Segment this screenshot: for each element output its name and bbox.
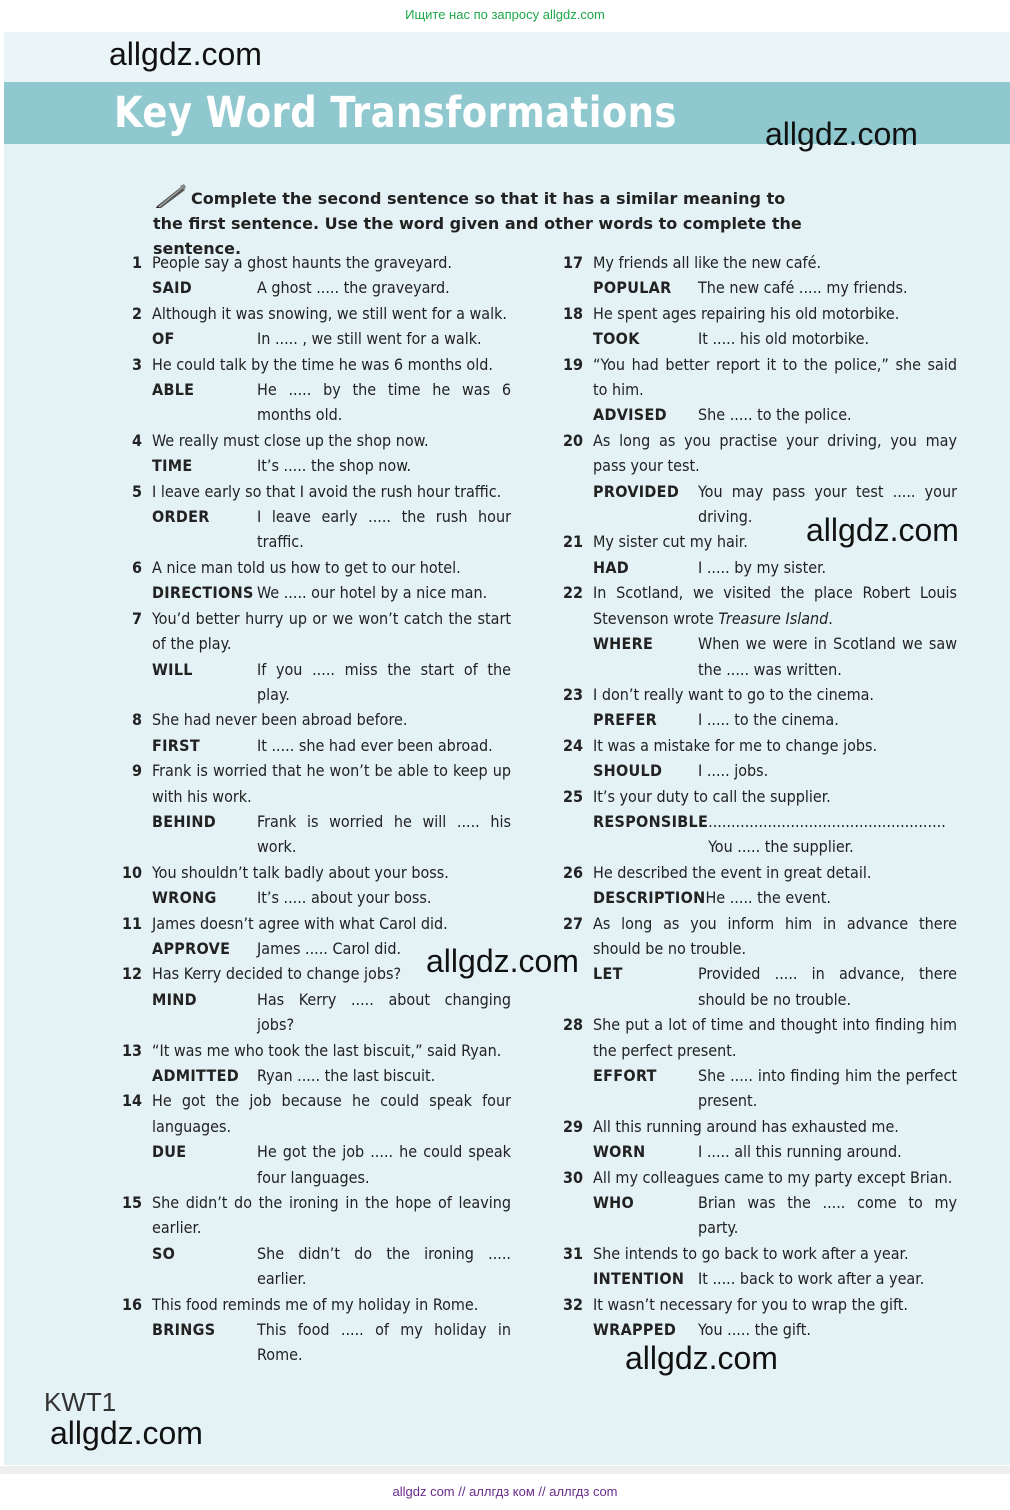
exercise-item [116,1088,511,1190]
answer-sentence: This food ..... of my holiday in Rome. [257,1320,511,1365]
key-word: WHO [593,1193,635,1213]
original-sentence: We really must close up the shop now. [152,430,429,450]
key-word: RESPONSIBLE [593,811,709,831]
instructions-text: Complete the second sentence so that it has a similar meaning to the first sentence. Use the word given and other words to complete the sentence. [153,189,802,258]
answer-sentence: He ..... by the time he was 6 months old. [257,380,511,425]
sentence-part: . [828,608,833,628]
answer-sentence: You may pass your test ..... your driving. [698,481,957,527]
key-word: WRONG [152,888,217,908]
exercise-item [557,733,957,784]
transformation-row [152,809,511,860]
key-word: MIND [152,989,197,1009]
watermark-text: allgdz.com [806,512,959,548]
key-word: SHOULD [593,761,663,781]
exercise-item [116,555,511,606]
original-sentence: People say a ghost haunts the graveyard. [152,253,452,272]
original-sentence: Has Kerry decided to change jobs? [152,964,402,984]
key-word: SAID [152,278,193,298]
transformation-row [593,1317,957,1342]
transformation-row [593,809,957,860]
key-word: WILL [152,659,193,679]
original-sentence: He got the job because he could speak four languages. [152,1091,511,1136]
item-number: 24 [562,735,583,755]
key-word: SO [152,1243,176,1263]
left-column [116,250,511,1368]
item-number: 32 [562,1294,583,1314]
watermark-text: allgdz.com [426,943,579,979]
item-number: 8 [131,710,142,730]
transformation-row [152,885,511,910]
exercise-item [116,428,511,479]
answer-sentence: She ..... to the police. [698,405,852,425]
item-number: 13 [121,1040,142,1060]
answer-sentence: It ..... his old motorbike. [698,329,870,349]
key-word: ABLE [152,380,195,400]
answer-sentence: She ..... into finding him the perfect present. [698,1066,957,1111]
item-number: 25 [562,786,583,806]
answer-sentence: Frank is worried he will ..... his work. [257,811,511,857]
transformation-row [593,1063,957,1114]
key-word: APPROVE [152,938,231,958]
key-word: INTENTION [593,1269,685,1289]
transformation-row [593,402,957,427]
answer-sentence: In ..... , we still went for a walk. [257,329,482,349]
sentence-part: In Scotland, we visited the place Robert Louis Stevenson wrote [593,583,957,628]
exercise-item [557,1114,957,1165]
transformation-row [593,707,957,732]
watermark-text: allgdz.com [625,1340,778,1376]
answer-sentence: Ryan ..... the last biscuit. [257,1066,436,1085]
answer-sentence: I ..... by my sister. [698,557,827,577]
exercise-item [116,301,511,352]
item-number: 6 [131,557,142,577]
item-number: 20 [562,430,583,450]
exercise-item [116,250,511,301]
exercise-item [116,707,511,758]
key-word: TIME [152,456,193,476]
original-sentence: James doesn’t agree with what Carol did. [152,913,448,933]
key-word: TOOK [593,329,640,349]
exercise-item [116,352,511,428]
key-word: WRAPPED [593,1320,677,1340]
exercise-item [557,1241,957,1292]
right-column [557,250,957,1342]
transformation-row [152,1241,511,1292]
key-word: FIRST [152,735,200,755]
exercise-item [557,352,957,428]
original-sentence: All my colleagues came to my party except Brian. [593,1167,953,1187]
original-sentence: My sister cut my hair. [593,532,748,552]
transformation-row [593,555,957,580]
item-number: 12 [121,964,142,984]
original-sentence: She intends to go back to work after a year. [593,1243,909,1263]
original-sentence: All this running around has exhausted me. [593,1116,899,1136]
answer-sentence: I ..... jobs. [698,761,769,781]
transformation-row [152,1063,511,1088]
item-number: 26 [562,862,583,882]
item-number: 23 [562,684,583,704]
original-sentence: This food reminds me of my holiday in Rome. [152,1294,479,1314]
key-word: PREFER [593,710,658,730]
answer-sentence: Has Kerry ..... about changing jobs? [257,989,511,1035]
answer-sentence: It ..... back to work after a year. [698,1269,925,1289]
transformation-row [152,326,511,351]
transformation-row [593,1266,957,1291]
key-word: POPULAR [593,278,672,298]
item-number: 14 [121,1091,142,1111]
item-number: 29 [562,1116,583,1136]
original-sentence [593,580,957,631]
item-number: 16 [121,1294,142,1314]
watermark-text: allgdz.com [109,36,262,72]
answer-sentence [708,809,957,860]
transformation-row [593,1139,957,1164]
worksheet-page [4,32,1010,1465]
transformation-row [152,733,511,758]
key-word: EFFORT [593,1066,657,1085]
bottom-divider [0,1466,1010,1474]
original-sentence: She put a lot of time and thought into finding him the perfect present. [593,1015,957,1060]
transformation-row [593,961,957,1012]
answer-sentence: If you ..... miss the start of the play. [257,659,511,704]
key-word: WORN [593,1142,646,1162]
transformation-row [152,1317,511,1368]
key-word: OF [152,329,175,349]
item-number: 5 [131,481,142,501]
original-sentence: It’s your duty to call the supplier. [593,786,831,806]
bottom-links[interactable]: allgdz com // аллгдз ком // аллгдз com [392,1484,618,1499]
original-sentence: Frank is worried that he won’t be able to keep up with his work. [152,761,511,806]
item-number: 2 [131,303,142,323]
exercise-item [557,784,957,860]
item-number: 31 [562,1243,583,1263]
answer-sentence: The new café ..... my friends. [698,278,908,298]
transformation-row [593,631,957,682]
key-word: DUE [152,1142,187,1162]
transformation-row [593,758,957,783]
exercise-item [116,1292,511,1368]
answer-sentence: A ghost ..... the graveyard. [257,278,450,298]
answer-sentence: I leave early ..... the rush hour traffic. [257,507,511,552]
answer-sentence: Brian was the ..... come to my party. [698,1193,957,1238]
answer-text: You ..... the supplier. [708,837,854,857]
original-sentence: “You had better report it to the police,” she said to him. [593,354,957,400]
item-number: 22 [562,583,583,603]
answer-sentence: When we were in Scotland we saw the ..... was written. [698,634,957,679]
exercise-item [116,860,511,911]
item-number: 1 [131,253,142,272]
exercise-item [557,1292,957,1343]
transformation-row [152,987,511,1038]
item-number: 19 [562,354,583,374]
original-sentence: She didn’t do the ironing in the hope of leaving earlier. [152,1193,511,1238]
exercise-item [116,1038,511,1089]
item-number: 21 [562,532,583,552]
original-sentence: You’d better hurry up or we won’t catch the start of the play. [152,608,511,654]
original-sentence: He spent ages repairing his old motorbike. [593,303,900,323]
item-number: 15 [121,1193,142,1213]
item-number: 28 [562,1015,583,1035]
key-word: PROVIDED [593,481,680,501]
key-word: WHERE [593,634,654,654]
answer-sentence: I ..... all this running around. [698,1142,902,1162]
answer-sentence: She didn’t do the ironing ..... earlier. [257,1243,511,1289]
exercise-item [116,606,511,708]
key-word: ORDER [152,507,210,527]
answer-sentence: Provided ..... in advance, there should be no trouble. [698,964,957,1009]
transformation-row [593,275,957,300]
original-sentence: My friends all like the new café. [593,253,822,272]
original-sentence: “It was me who took the last biscuit,” said Ryan. [152,1040,502,1060]
transformation-row [152,453,511,478]
original-sentence: I leave early so that I avoid the rush hour traffic. [152,481,502,501]
pencil-icon [153,184,187,208]
book-title: Treasure Island [718,608,829,628]
exercise-item [557,911,957,1013]
item-number: 10 [121,862,142,882]
item-number: 3 [131,354,142,374]
transformation-row [152,504,511,555]
exercise-item [557,1012,957,1114]
item-number: 18 [562,303,583,323]
original-sentence: He could talk by the time he was 6 months old. [152,354,493,374]
answer-sentence: He ..... the event. [705,888,831,908]
top-notice-link[interactable]: Ищите нас по запросу allgdz.com [405,7,605,22]
original-sentence: It was a mistake for me to change jobs. [593,735,878,755]
transformation-row [152,275,511,300]
transformation-row [152,657,511,708]
watermark-text: allgdz.com [50,1415,203,1451]
original-sentence: As long as you inform him in advance there should be no trouble. [593,913,957,958]
answer-sentence: It ..... she had ever been abroad. [257,735,493,755]
transformation-row [152,377,511,428]
key-word: BRINGS [152,1320,216,1340]
exercise-item [557,301,957,352]
original-sentence: I don’t really want to go to the cinema. [593,684,874,704]
page-code: KWT1 [44,1387,117,1417]
original-sentence: She had never been abroad before. [152,710,408,730]
transformation-row [593,885,957,910]
answer-sentence: We ..... our hotel by a nice man. [257,583,488,603]
exercise-item [116,479,511,555]
answer-blank-line[interactable]: .................................................... [708,811,946,831]
answer-sentence: James ..... Carol did. [257,938,402,958]
key-word: ADVISED [593,405,667,425]
original-sentence: A nice man told us how to get to our hotel. [152,557,461,577]
exercise-item [557,580,957,682]
exercise-item [116,758,511,860]
key-word: BEHIND [152,811,217,831]
original-sentence: Although it was snowing, we still went for a walk. [152,303,507,323]
transformation-row [593,326,957,351]
item-number: 17 [562,253,583,272]
transformation-row [152,1139,511,1190]
item-number: 7 [131,608,142,628]
answer-sentence: He got the job ..... he could speak four languages. [257,1142,511,1187]
answer-sentence: It’s ..... the shop now. [257,456,412,476]
exercise-item [557,682,957,733]
transformation-row [593,1190,957,1241]
transformation-row [152,580,511,605]
original-sentence: It wasn’t necessary for you to wrap the gift. [593,1294,908,1314]
key-word: HAD [593,557,630,577]
item-number: 9 [131,761,142,781]
exercise-item [557,1165,957,1241]
exercise-item [557,860,957,911]
page-title: Key Word Transformations [114,88,677,138]
exercise-item [116,1190,511,1292]
original-sentence: As long as you practise your driving, you may pass your test. [593,430,957,476]
answer-sentence: I ..... to the cinema. [698,710,839,730]
answer-sentence: It’s ..... about your boss. [257,888,432,908]
item-number: 4 [131,430,142,450]
exercise-item [557,250,957,301]
original-sentence: He described the event in great detail. [593,862,872,882]
item-number: 30 [562,1167,583,1187]
watermark-text: allgdz.com [765,116,918,152]
key-word: LET [593,964,623,984]
key-word: DESCRIPTION [593,888,706,908]
original-sentence: You shouldn’t talk badly about your boss. [152,862,449,882]
item-number: 27 [562,913,583,933]
key-word: DIRECTIONS [152,583,254,603]
answer-sentence: You ..... the gift. [698,1320,811,1340]
item-number: 11 [121,913,142,933]
key-word: ADMITTED [152,1066,239,1085]
